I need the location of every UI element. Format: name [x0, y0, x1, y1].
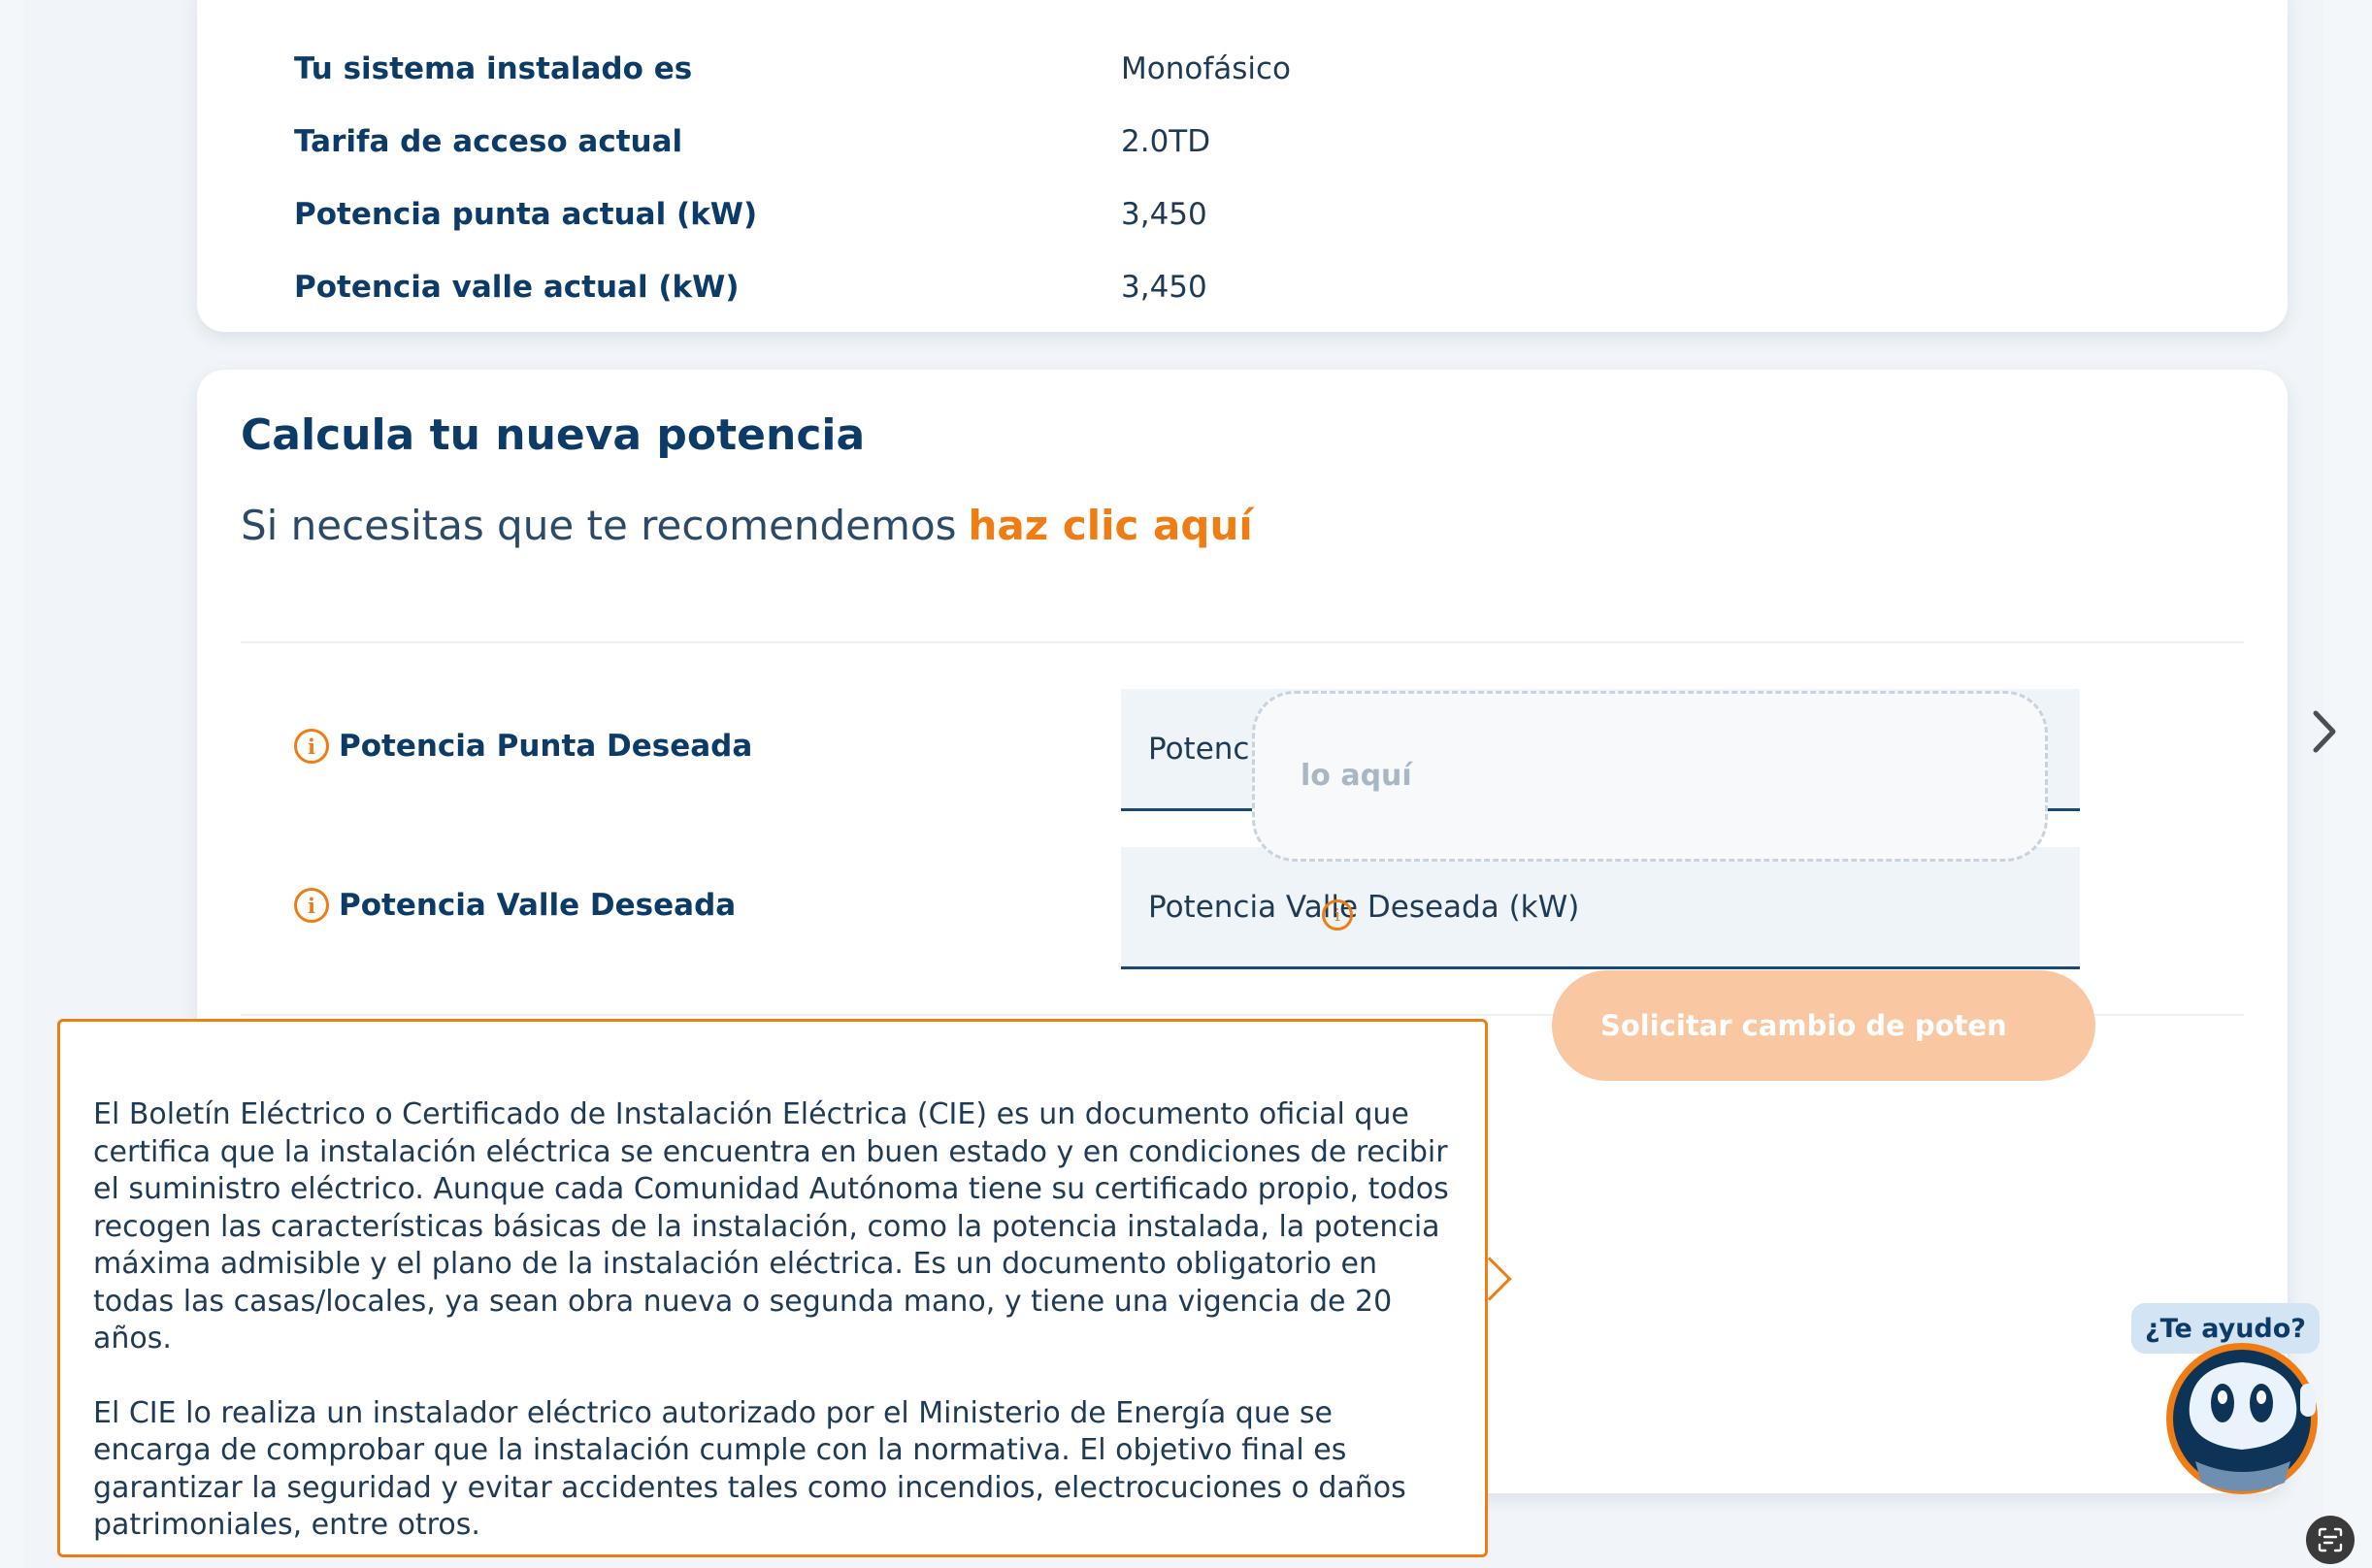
field-label-text: Potencia Punta Deseada — [339, 729, 753, 764]
info-icon[interactable]: i — [294, 888, 329, 923]
cie-info-tooltip — [57, 1019, 1488, 1557]
divider — [241, 641, 2244, 643]
chat-assistant-robot-icon[interactable] — [2160, 1337, 2331, 1502]
help-bubble[interactable]: ¿Te ayudo? — [2131, 1303, 2320, 1354]
info-value: 2.0TD — [1121, 124, 1211, 159]
tooltip-paragraph: El Boletín Eléctrico o Certificado de Instalación Eléctrica (CIE) es un documento oficial que certifica que la instalación eléctrica se encuentra en buen estado y en condiciones de recibir el suministro eléctrico. Aunque cada Comunidad Autónoma tiene su certificado propio, todos recogen las características básicas de la instalación, como la potencia instalada, la potencia máxima admisible y el plano de la instalación eléctrica. Es un documento obligatorio en todas las casas/locales, ya sean obra nueva o segunda mano, y tiene una vigencia de 20 años. — [93, 1097, 1449, 1356]
field-label-text: Potencia Valle Deseada — [339, 888, 737, 923]
current-installation-card — [197, 0, 2288, 332]
info-label: Tu sistema instalado es — [294, 51, 693, 86]
info-value: Monofásico — [1121, 51, 1292, 86]
info-label: Potencia punta actual (kW) — [294, 197, 758, 232]
tooltip-paragraph: El CIE lo realiza un instalador eléctrico autorizado por el Ministerio de Energía que se encarga de comprobar que la instalación cumple con la normativa. El objetivo final es garantizar la seguridad y evitar accidentes tales como incendios, electrocuciones o daños patrimoniales, entre otros. — [93, 1395, 1406, 1542]
certificate-info-icon[interactable]: i — [1322, 899, 1353, 931]
chevron-right-icon[interactable] — [2306, 702, 2345, 761]
section-subtitle — [241, 502, 1253, 549]
screen-capture-icon[interactable] — [2306, 1516, 2355, 1564]
subtitle-text: Si necesitas que te recomendemos — [241, 502, 957, 549]
request-power-change-button[interactable]: Solicitar cambio de poten — [1552, 970, 2095, 1081]
recommend-link[interactable]: haz clic aquí — [968, 502, 1253, 549]
info-value: 3,450 — [1121, 270, 1207, 305]
info-label: Tarifa de acceso actual — [294, 124, 683, 159]
info-icon[interactable]: i — [294, 729, 329, 764]
peak-power-label — [294, 729, 752, 764]
section-title: Calcula tu nueva potencia — [241, 410, 866, 460]
valley-power-label — [294, 888, 736, 923]
valley-power-input[interactable] — [1121, 847, 2080, 969]
upload-dropzone-text: lo aquí — [1301, 759, 1412, 793]
info-value: 3,450 — [1121, 197, 1207, 232]
info-label: Potencia valle actual (kW) — [294, 270, 740, 305]
